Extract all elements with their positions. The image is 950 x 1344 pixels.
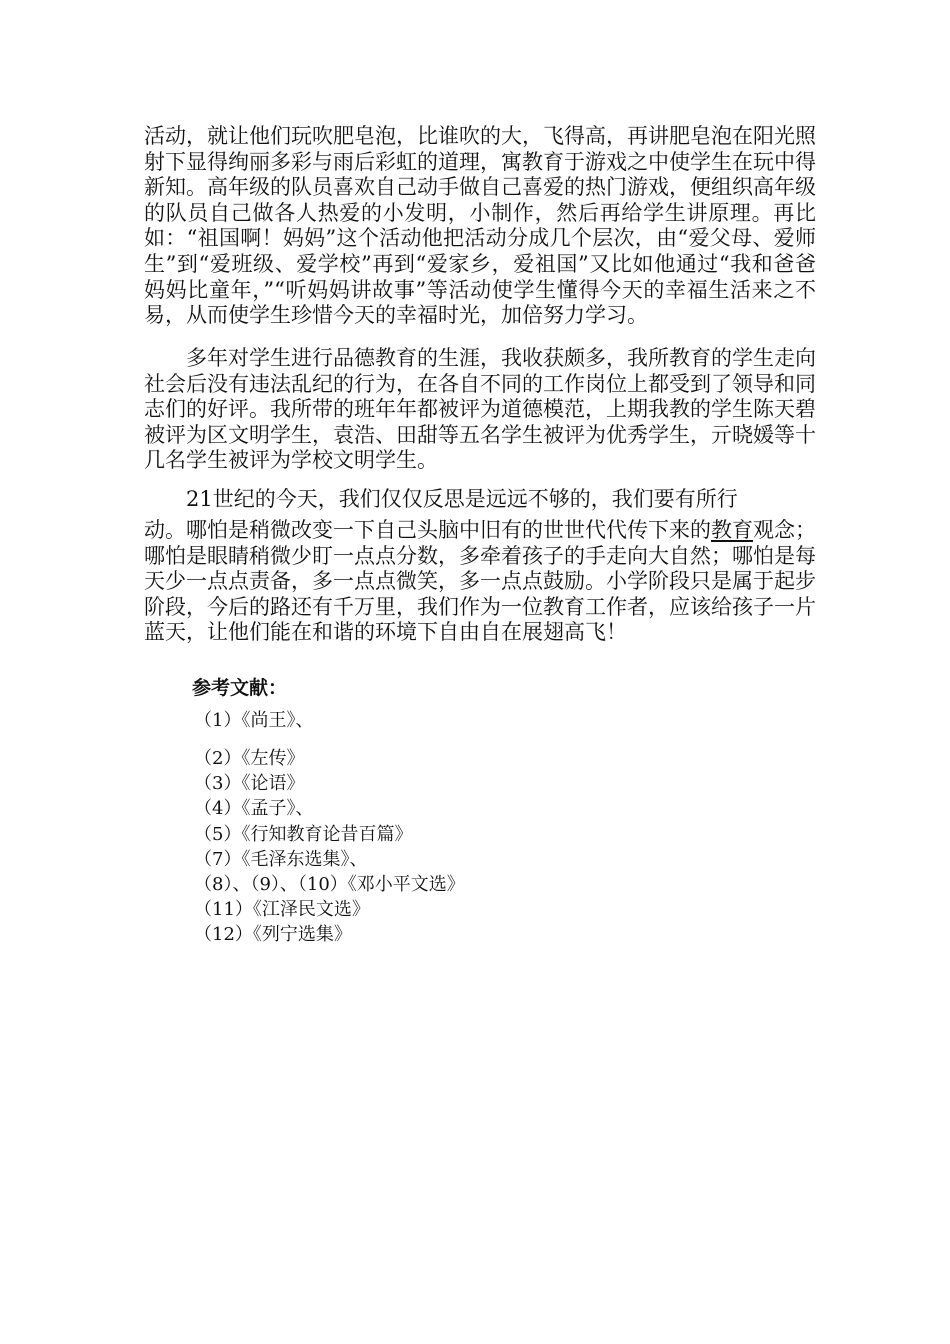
reference-item: （5）《行知教育论昔百篇》: [194, 823, 413, 845]
reference-item: （8）、（9）、（10）《邓小平文选》: [194, 873, 465, 895]
reference-item: （3）《论语》: [194, 773, 305, 795]
education-link[interactable]: 教育: [711, 518, 753, 542]
reference-item: （7）《毛泽东选集》、: [194, 848, 368, 870]
paragraph-activities: 活动，就让他们玩吹肥皂泡，比谁吹的大，飞得高，再讲肥皂泡在阳光照射下显得绚丽多彩与雨后彩虹的道理，寓教育于游戏之中使学生在玩中得新知。高年级的队员喜欢自己动手做自己喜爱的热门游戏，便组织高年级的队员自己做各人热爱的小发明，小制作，然后再给学生讲原理。再比如：“祖国啊！妈妈”这个活动他把活动分成几个层次，由“爱父母、爱师生”到“爱班级、爱学校”再到“爱家乡，爱祖国”又比如他通过“我和爸爸妈妈比童年，”“听妈妈讲故事”等活动使学生懂得今天的幸福生活来之不易，从而使学生珍惜今天的幸福时光，加倍努力学习。: [144, 124, 816, 328]
paragraph-reflection: [144, 518, 816, 646]
paragraph-text-before-link: 动。哪怕是稍微改变一下自己头脑中旧有的世世代代传下来的: [144, 518, 711, 542]
references-list: [194, 708, 465, 948]
paragraph-reflection-first-line: 21世纪的今天，我们仅仅反思是远远不够的，我们要有所行: [186, 487, 738, 511]
reference-item: （1）《尚王》、: [194, 710, 314, 731]
paragraph-text-after-link: 观念；哪怕是眼睛稍微少盯一点点分数，多牵着孩子的手走向大自然；哪怕是每天少一点点责备，多一点点微笑，多一点点鼓励。小学阶段只是属于起步阶段，今后的路还有千万里，我们作为一位教育工作者，应该给孩子一片蓝天，让他们能在和谐的环境下自由自在展翅高飞！: [144, 518, 816, 645]
paragraph-achievements: 多年对学生进行品德教育的生涯，我收获颇多，我所教育的学生走向社会后没有违法乱纪的行为，在各自不同的工作岗位上都受到了领导和同志们的好评。我所带的班年年都被评为道德模范，上期我教的学生陈天碧 被评为区文明学生，袁浩、田甜等五名学生被评为优秀学生，亓晓媛等十几名学生被评为学校文明学生。: [144, 346, 816, 473]
reference-item: （2）《左传》: [194, 748, 305, 769]
reference-item: （12）《列宁选集》: [194, 924, 352, 946]
references-heading: 参考文献：: [192, 677, 288, 699]
reference-item: （4）《孟子》、: [194, 798, 314, 820]
reference-item: （11）《江泽民文选》: [194, 899, 370, 921]
